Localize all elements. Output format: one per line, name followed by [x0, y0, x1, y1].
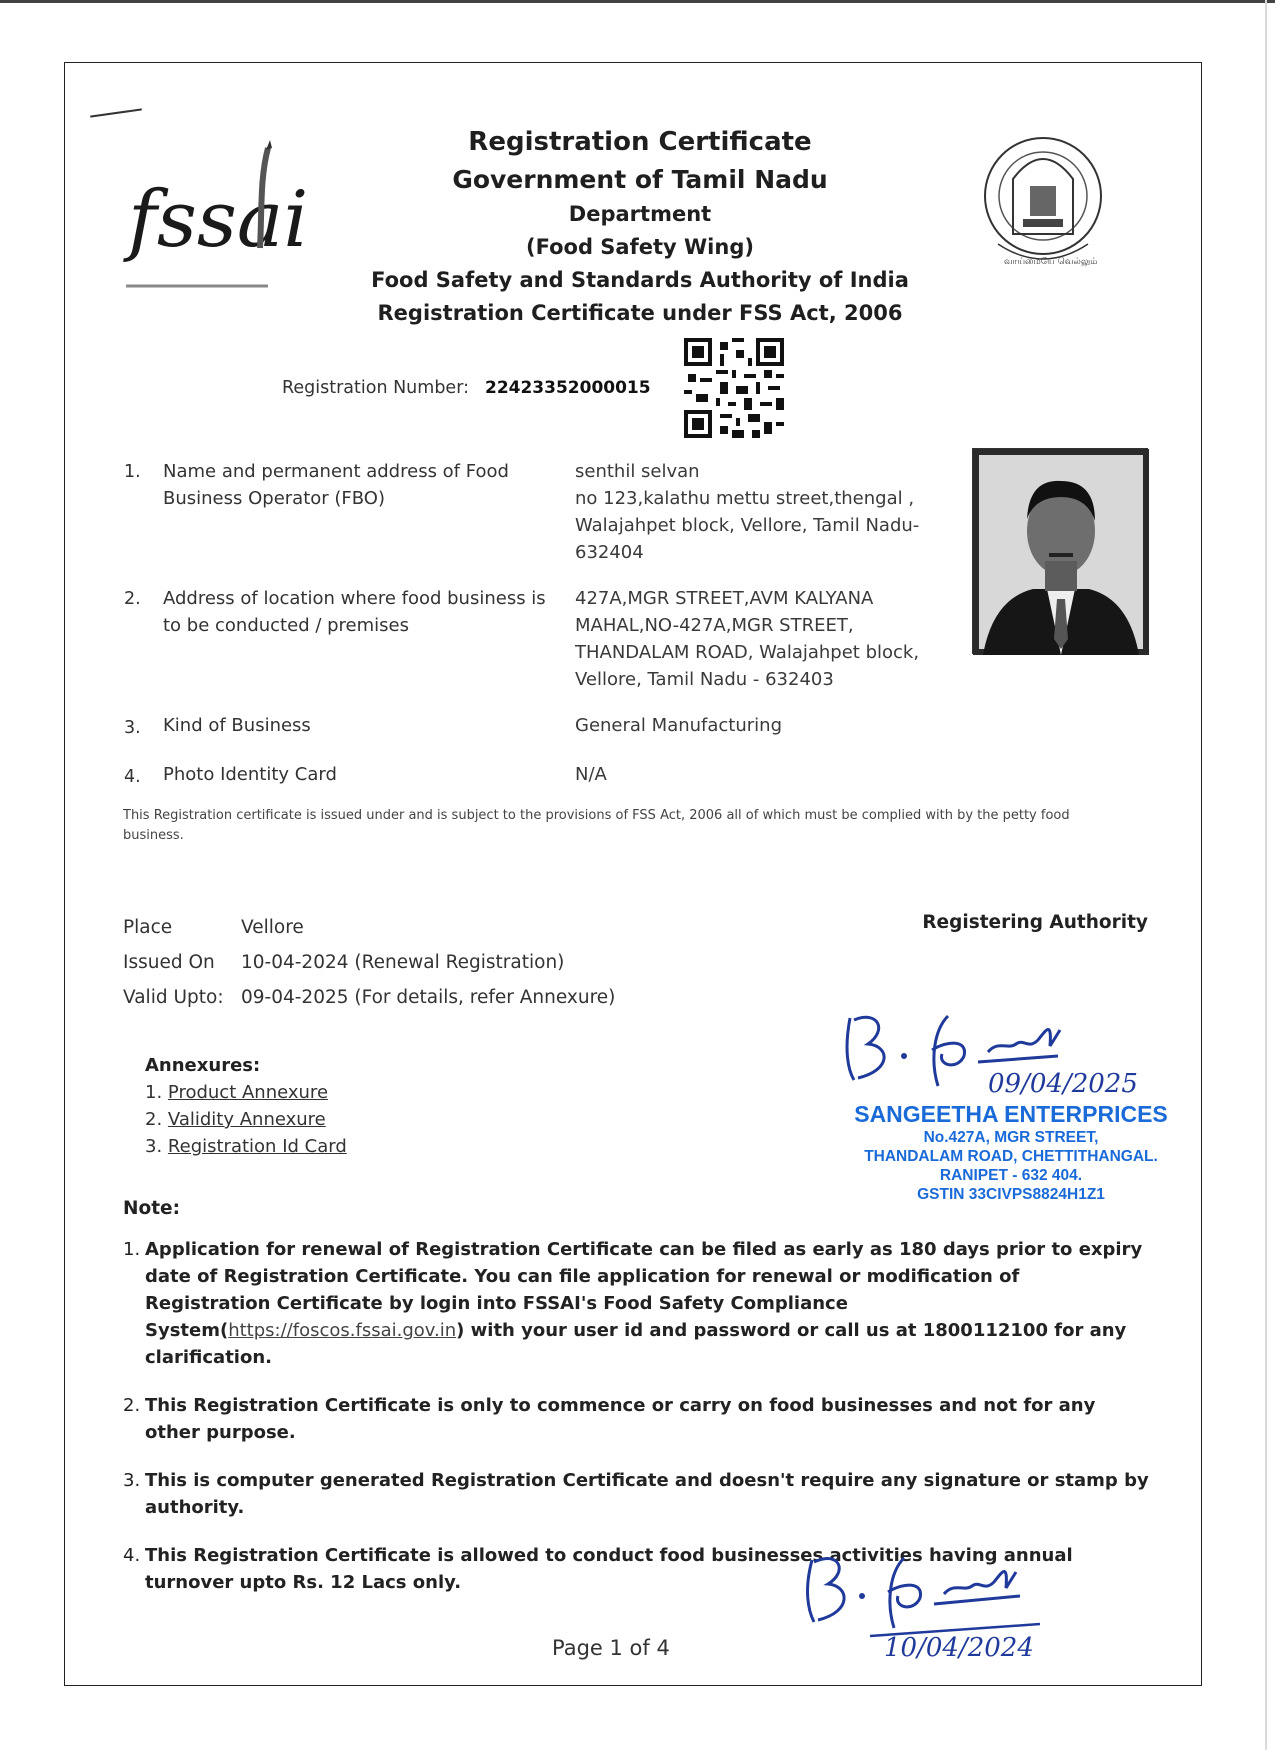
page-number: Page 1 of 4 [552, 1636, 670, 1660]
qr-code [684, 338, 784, 438]
valid-label: Valid Upto: [123, 987, 224, 1008]
header-government: Government of Tamil Nadu [452, 165, 828, 194]
svg-text:வாய்மையே வெல்லும்: வாய்மையே வெல்லும் [1004, 257, 1098, 267]
place-label: Place [123, 917, 173, 938]
place-value: Vellore [241, 917, 304, 938]
person-portrait [973, 449, 1149, 655]
note-item: 4. This Registration Certificate is allowed to conduct food businesses activities having annual turnover upto Rs. 12 Lacs only. [123, 1545, 1073, 1593]
field-3-label: Kind of Business [163, 715, 311, 736]
header-authority: Food Safety and Standards Authority of India [371, 268, 909, 292]
field-2-value: 427A,MGR STREET,AVM KALYANA MAHAL,NO-427A,MGR STREET, THANDALAM ROAD, Walajahpet block, Vellore, Tamil Nadu - 632403 [575, 588, 920, 690]
handwritten-signature-bottom [800, 1540, 1100, 1663]
fbo-address: no 123,kalathu mettu street,thengal , Walajahpet block, Vellore, Tamil Nadu-632404 [575, 488, 920, 563]
field-4-number: 4. [124, 767, 141, 787]
tamil-nadu-emblem [968, 124, 1118, 274]
foscos-link[interactable]: https://foscos.fssai.gov.in [228, 1320, 457, 1341]
stamp-business-name: SANGEETHA ENTERPRICES [854, 1101, 1168, 1127]
product-annexure-link[interactable]: Product Annexure [167, 1082, 329, 1103]
stamp-line-3: RANIPET - 632 404. [939, 1167, 1083, 1184]
field-1-value [575, 458, 945, 566]
field-1-label: Name and permanent address of Food Business Operator (FBO) [163, 461, 509, 509]
fssai-logo [120, 118, 309, 288]
header-department: Department [568, 202, 712, 226]
registration-number-row [282, 378, 651, 398]
field-2-label: Address of location where food business is to be conducted / premises [163, 588, 546, 636]
field-1-number: 1. [124, 462, 141, 482]
valid-value: 09-04-2025 (For details, refer Annexure) [241, 987, 616, 1008]
fbo-name: senthil selvan [575, 461, 700, 482]
annexure-item: 3. Registration Id Card [145, 1136, 347, 1157]
fssai-logo-text: fssai [128, 175, 309, 265]
issued-value: 10-04-2024 (Renewal Registration) [241, 952, 565, 973]
annexures-title: Annexures: [145, 1055, 261, 1076]
stamp-line-2: THANDALAM ROAD, CHETTITHANGAL. [864, 1148, 1158, 1165]
stamp-line-1: No.427A, MGR STREET, [923, 1129, 1099, 1146]
issue-details [123, 910, 615, 1015]
field-4-label: Photo Identity Card [163, 764, 337, 785]
business-stamp [846, 1100, 1176, 1204]
note-title: Note: [123, 1198, 180, 1219]
note-item: 2. This Registration Certificate is only to commence or carry on food businesses and not for any other purpose. [123, 1395, 1096, 1443]
header-wing: (Food Safety Wing) [526, 235, 754, 259]
annexure-item: 2. Validity Annexure [145, 1109, 326, 1130]
field-3-value: General Manufacturing [575, 715, 782, 736]
field-3-number: 3. [124, 718, 141, 738]
fbo-photo [972, 448, 1148, 654]
issuance-notice: This Registration certificate is issued under and is subject to the provisions of FSS Act, 2006 all of which must be complied with by the petty food business. [123, 808, 1070, 843]
field-4-value: N/A [575, 764, 607, 785]
header-title: Registration Certificate [468, 127, 812, 157]
registration-number-label: Registration Number: [282, 378, 469, 398]
annexure-item: 1. Product Annexure [145, 1082, 329, 1103]
issued-label: Issued On [123, 952, 215, 973]
header-act: Registration Certificate under FSS Act, 2006 [377, 301, 903, 325]
stamp-gstin: GSTIN 33CIVPS8824H1Z1 [917, 1186, 1105, 1203]
signature-date-top: 09/04/2025 [988, 1069, 1138, 1099]
scan-right-edge [1265, 0, 1267, 1750]
registration-number-value: 22423352000015 [484, 378, 651, 398]
field-2-number: 2. [124, 589, 141, 609]
registration-id-card-link[interactable]: Registration Id Card [167, 1136, 347, 1157]
note-item: 3. This is computer generated Registration Certificate and doesn't require any signature or stamp by authority. [123, 1470, 1149, 1518]
annexures [145, 1052, 347, 1160]
certificate-header [330, 124, 950, 330]
validity-annexure-link[interactable]: Validity Annexure [167, 1109, 326, 1130]
signature-date-bottom: 10/04/2024 [884, 1633, 1034, 1663]
scan-top-edge [0, 0, 1275, 3]
registering-authority: Registering Authority [922, 912, 1148, 933]
handwritten-signature-top [838, 1000, 1188, 1110]
note-item: 1. Application for renewal of Registration Certificate can be filed as early as 180 days prior to expiry date of Registration Certificate. You can file application for renewal or modification of Registration Certificate by login into FSSAI's Food Safety Compliance System(https://foscos.fssai.gov.in) with your user id and password or call us at 1800112100 for any clarification. [123, 1239, 1143, 1368]
